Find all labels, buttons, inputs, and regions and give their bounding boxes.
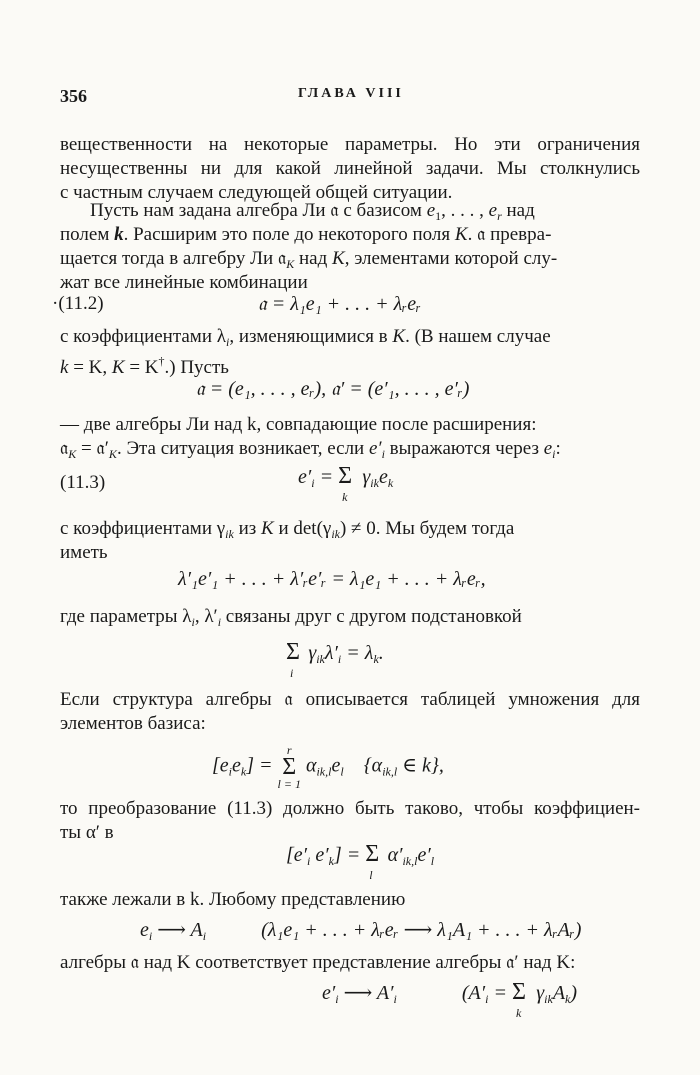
text-line: иметь [60,542,108,563]
text-line: Если структура алгебры 𝔞 описывается таблицей умножения для [60,689,640,710]
text-line: с коэффициентами $\lambda_i$, изменяющимися в K. (В нашем случае [60,326,551,349]
text-line: ты α′ в [60,822,114,843]
equation-representation-primed: $e'_i$ ⟶ $A'_i$ ($A'_i = \Sigma_k$ $\gamma_{ik}A_k$) [322,979,578,1020]
text-line: жат все линейные комбинации [60,272,308,293]
text-line: — две алгебры Ли над k, совпадающие после расширения: [60,414,537,435]
text-line: с коэффициентами $\gamma_{ik}$ из K и $\det(\gamma_{ik}) \ne 0$. Мы будем тогда [60,518,515,541]
equation-11-3: $e'_i = \Sigma_k$ $\gamma_{ik}e_k$ [298,463,394,504]
text-line: щается тогда в алгебру Ли 𝔞$_K$ над K, элементами которой слу- [60,248,558,271]
text-line: с частным случаем следующей общей ситуации. [60,182,453,203]
text-line: k = K, K = K†.) Пусть [60,354,229,378]
equation-representation: $e_i$ ⟶ $A_i$ (λ₁e₁ + . . . + λᵣeᵣ ⟶ λ₁A₁ + . . . + λᵣAᵣ) [140,919,582,943]
text-line: несущественны ни для какой линейной задачи. Мы столкнулись [60,158,640,179]
page-number: 356 [60,86,87,106]
text-line: алгебры 𝔞 над K соответствует представление алгебры 𝔞′ над K: [60,952,576,973]
equation-params: λ′₁e′₁ + . . . + λ′ᵣe′ᵣ = λ₁e₁ + . . . + λᵣeᵣ, [178,568,486,590]
text-line: то преобразование (11.3) должно быть таково, чтобы коэффициен- [60,798,640,819]
text-line: полем k. Расширим это поле до некоторого поля K. 𝔞 превра- [60,224,552,245]
equation-structure-primed: [$e'_i$ $e'_k] = \Sigma_l$ $\alpha'_{ik,l}e'_l$ [286,841,435,882]
equation-substitution: $\Sigma_i$ $\gamma_{ik}\lambda'_i = \lambda_k$. [286,639,384,680]
text-line: элементов базиса: [60,713,206,734]
equation-structure: $[e_ie_k]$ = r Σ l = 1 $\alpha_{ik,l}e_l$ {$\alpha_{ik,l}$ ∈ k}, [212,743,444,791]
chapter-heading: ГЛАВА VIII [298,86,404,101]
equation-label: (11.3) [60,472,106,493]
text-line: также лежали в k. Любому представлению [60,889,406,910]
text-line: 𝔞$_K$ = $𝔞'_K$. Эта ситуация возникает, если $e'_i$ выражаются через $e_i$: [60,438,561,461]
equation-11-2: 𝔞 = λ₁e₁ + . . . + λᵣeᵣ [258,293,422,315]
text-line: вещественности на некоторые параметры. Но эти ограничения [60,134,640,155]
equation-algebras: 𝔞 = (e₁, . . . , eᵣ), 𝔞′ = (e′₁, . . . , e′ᵣ) [196,378,470,400]
text-line: Пусть нам задана алгебра Ли 𝔞 с базисом $e_1$, . . . , $e_r$ над [90,200,535,223]
text-line: где параметры $\lambda_i$, $\lambda'_i$ связаны друг с другом подстановкой [60,606,522,629]
equation-label: ·(11.2) [52,293,104,314]
